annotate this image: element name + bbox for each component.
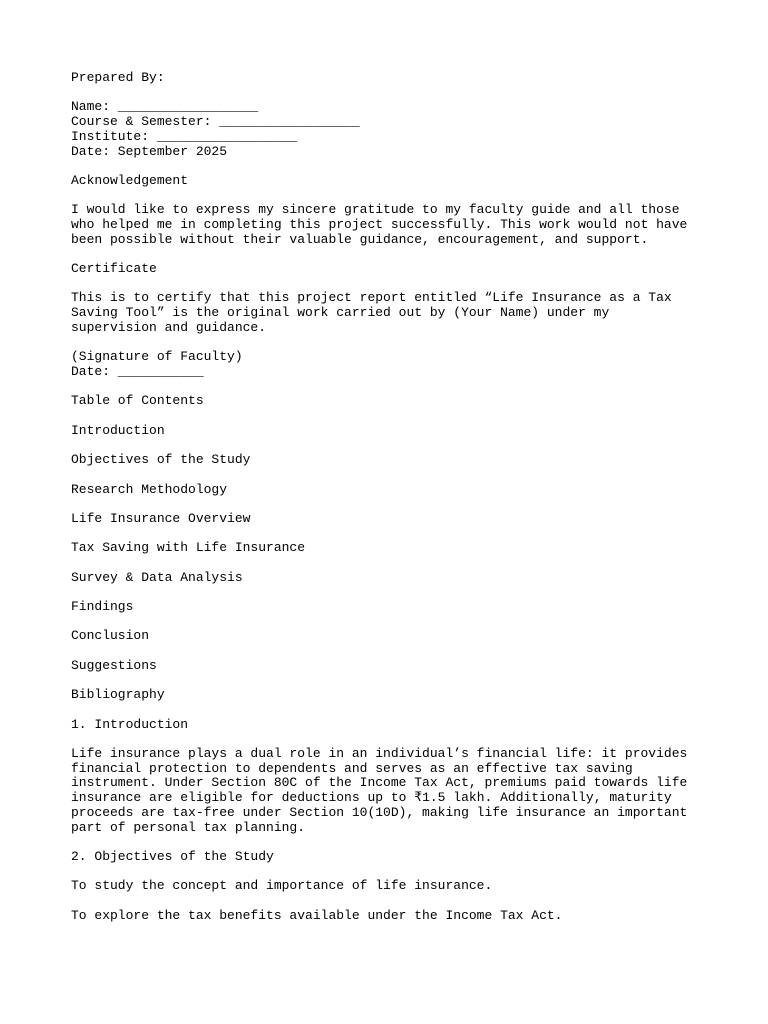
toc-item: Research Methodology	[71, 481, 228, 497]
toc-item: Conclusion	[71, 628, 150, 644]
toc-item: Life Insurance Overview	[71, 510, 251, 526]
certificate-section	[71, 262, 701, 380]
objective-item: To study the concept and importance of life insurance.	[71, 878, 493, 894]
objectives-section	[71, 850, 701, 923]
certificate-heading: Certificate	[71, 261, 157, 277]
introduction-heading: 1. Introduction	[71, 716, 189, 732]
toc-item: Introduction	[71, 422, 165, 438]
prepared-by-heading: Prepared By:	[71, 70, 165, 85]
toc-item: Suggestions	[71, 657, 157, 673]
document-page	[71, 71, 701, 923]
acknowledgement-section	[71, 174, 701, 248]
acknowledgement-heading: Acknowledgement	[71, 172, 189, 188]
course-semester-line: Course & Semester: __________________	[71, 114, 360, 130]
toc-item: Tax Saving with Life Insurance	[71, 540, 306, 556]
introduction-body: Life insurance plays a dual role in an individual’s financial life: it provides financial protection to dependents and serves as an effective tax saving instrument. Under Section 80C of the Income Tax Act, premiums paid towards life insurance are eligible for deductions up to ₹1.5 lakh. Additionally, maturity proceeds are tax-free under Section 10(10D), making life insurance an important part of personal tax planning.	[71, 746, 696, 835]
certificate-body: This is to certify that this project report entitled “Life Insurance as a Tax Saving Tool” is the original work carried out by (Your Name) under my supervision and guidance.	[71, 290, 680, 335]
prepared-by-section	[71, 71, 701, 159]
toc-item: Findings	[71, 599, 134, 615]
introduction-section	[71, 718, 701, 836]
objectives-heading: 2. Objectives of the Study	[71, 848, 274, 864]
toc-item: Survey & Data Analysis	[71, 569, 243, 585]
table-of-contents	[71, 394, 701, 703]
objective-item: To explore the tax benefits available under the Income Tax Act.	[71, 907, 563, 923]
certificate-date: Date: ___________	[71, 363, 204, 379]
toc-heading: Table of Contents	[71, 393, 204, 409]
name-line: Name: __________________	[71, 99, 259, 115]
date-line: Date: September 2025	[71, 143, 228, 159]
faculty-signature: (Signature of Faculty)	[71, 349, 243, 365]
acknowledgement-body: I would like to express my sincere gratitude to my faculty guide and all those who helped me in completing this project successfully. This work would not have been possible without their valuable guidance, encouragement, and support.	[71, 202, 696, 247]
toc-item: Objectives of the Study	[71, 452, 251, 468]
institute-line: Institute: __________________	[71, 128, 298, 144]
toc-item: Bibliography	[71, 687, 165, 703]
